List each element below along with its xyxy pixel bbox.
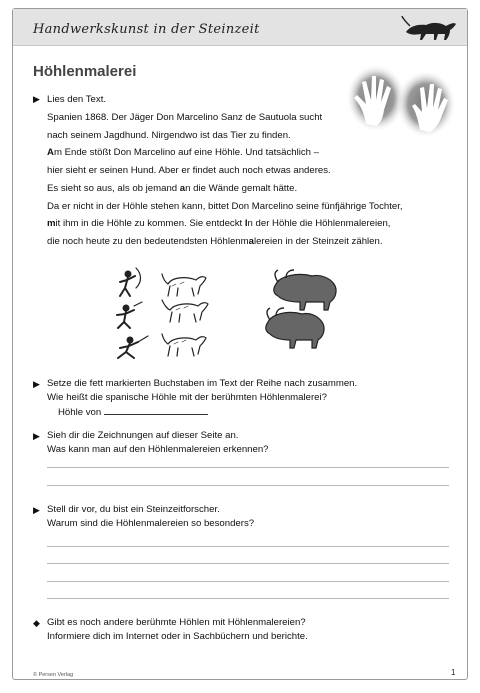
task-text: Gibt es noch andere berühmte Höhlen mit Höhlenmalereien? (47, 617, 306, 628)
task-bullet: ▶ (33, 379, 40, 389)
page-number: 1 (451, 668, 456, 677)
writing-line[interactable] (47, 467, 449, 468)
bold-letter: I (244, 218, 248, 230)
bold-letter: A (47, 147, 54, 159)
writing-line[interactable] (47, 546, 449, 547)
story-line: hier sieht er seinen Hund. Aber er findet auch noch etwas anderes. (47, 165, 331, 177)
animal-outline (162, 274, 206, 296)
answer-line[interactable] (104, 414, 208, 415)
story-text: Es sieht so aus, als ob jemand (47, 182, 180, 194)
bison-figure (274, 270, 336, 310)
cave-animal-icon (400, 12, 460, 44)
writing-line[interactable] (47, 563, 449, 564)
story-line (47, 180, 447, 198)
task-text: Sieh dir die Zeichnungen auf dieser Seite an. (47, 430, 239, 441)
bold-letter: a (179, 182, 186, 194)
story-line (47, 233, 447, 251)
task-bullet: ▶ (33, 94, 40, 104)
task-bullet: ▶ (33, 431, 40, 441)
story-text: n die Wände gemalt hätte. (185, 182, 298, 194)
hunter-figure (117, 302, 142, 328)
story-text: m Ende stößt Don Marcelino auf eine Höhle. Und tatsächlich – (53, 147, 319, 159)
hunter-figure (120, 268, 141, 296)
story-line: Da er nicht in der Höhle stehen kann, bittet Don Marcelino seine fünfjährige Tochter, (47, 200, 403, 212)
story-line (47, 215, 447, 233)
task-read-text: Lies den Text. (47, 94, 107, 105)
writing-line[interactable] (47, 485, 449, 486)
task-text: Wie heißt die spanische Höhle mit der berühmten Höhlenmalerei? (47, 392, 327, 403)
story-text: n der Höhle die Höhlenmalereien, (247, 218, 391, 230)
story-text: it ihm in die Höhle zu kommen. Sie entdeckt (55, 218, 245, 230)
story-line: nach seinem Jagdhund. Nirgendwo ist das Tier zu finden. (47, 129, 291, 141)
task-text: Informiere dich im Internet oder in Sachbüchern und berichte. (47, 631, 308, 642)
story-text: lereien in der Steinzeit zählen. (253, 235, 383, 247)
hunter-figure (118, 336, 148, 358)
bold-letter: m (47, 218, 56, 230)
task-text: Stell dir vor, du bist ein Steinzeitforscher. (47, 504, 220, 515)
task-bullet: ▶ (33, 505, 40, 515)
task-researcher (47, 503, 254, 531)
animal-outline (162, 334, 206, 356)
animal-outline (162, 300, 208, 322)
task-combine-letters (47, 377, 357, 405)
task-bullet-diamond: ◆ (33, 618, 40, 628)
task-look-drawings (47, 429, 269, 457)
story-paragraph (47, 109, 447, 251)
story-line: Spanien 1868. Der Jäger Don Marcelino Sanz de Sautuola sucht (47, 112, 323, 123)
story-text: die noch heute zu den bedeutendsten Höhlenm (47, 235, 249, 247)
cave-painting-illustration (108, 262, 348, 362)
bold-letter: a (248, 235, 254, 247)
task-text: Was kann man auf den Höhlenmalereien erkennen? (47, 444, 269, 455)
header-title: Handwerkskunst in der Steinzeit (33, 22, 260, 37)
bison-figure (266, 308, 324, 348)
task-other-caves (47, 616, 308, 644)
writing-line[interactable] (47, 581, 449, 582)
publisher-credit: © Persen Verlag (33, 672, 74, 678)
story-line (47, 144, 447, 162)
writing-line[interactable] (47, 598, 449, 599)
task-text: Setze die fett markierten Buchstaben im Text der Reihe nach zusammen. (47, 378, 358, 389)
section-title: Höhlenmalerei (33, 63, 137, 80)
task-text: Warum sind die Höhlenmalereien so besonders? (47, 518, 255, 529)
answer-label: Höhle von (58, 407, 102, 418)
